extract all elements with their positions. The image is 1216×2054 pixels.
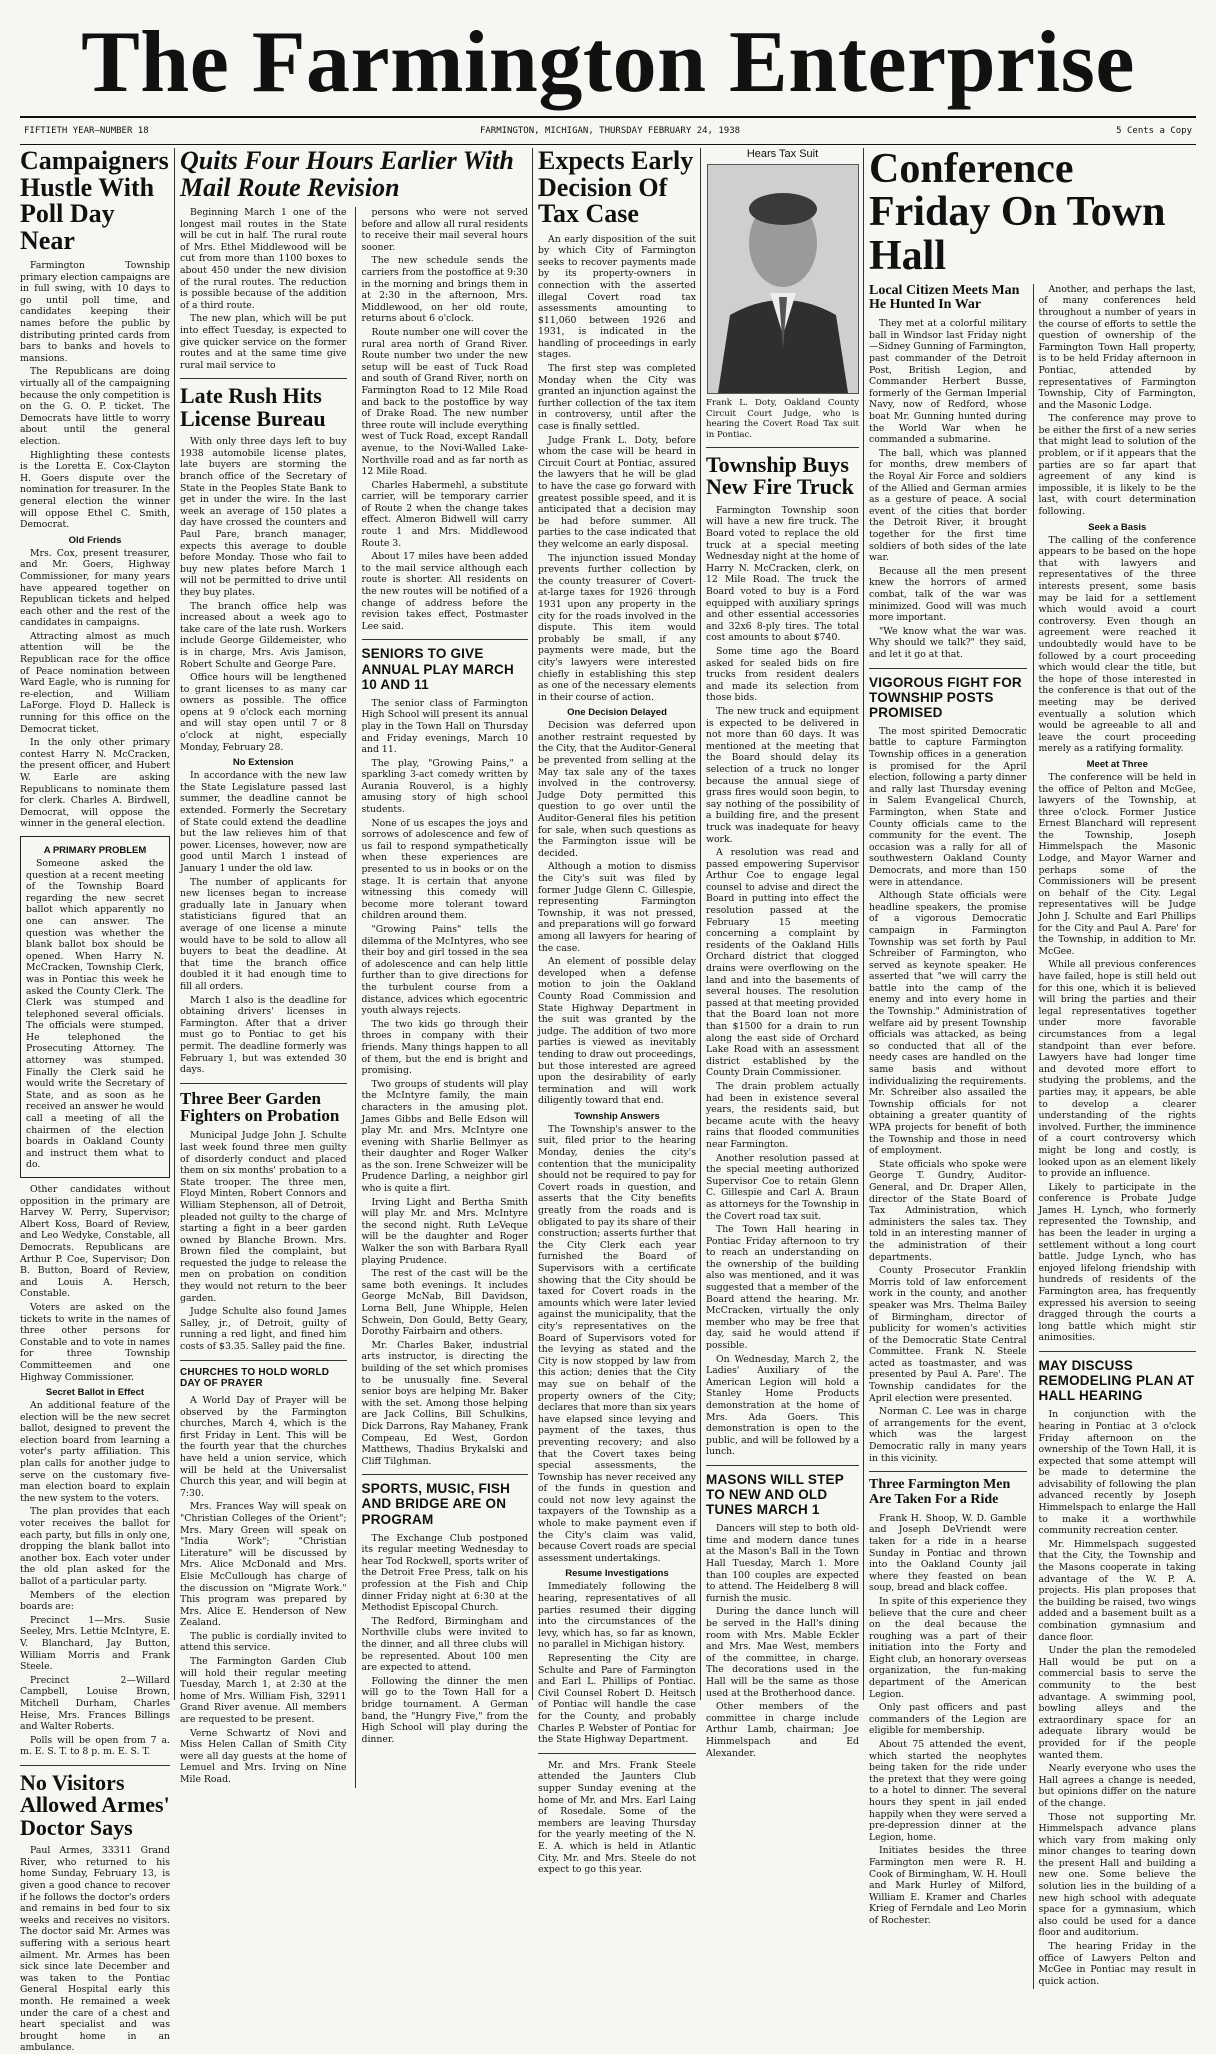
article-paragraph: Irving Light and Bertha Smith will play Mr. and Mrs. McIntyre the second night. Ruth LeVeque will be the daughter and Roger Walker the son with Barbara Ryall playing Prudence. [361, 1196, 528, 1266]
divider [869, 668, 1027, 669]
article-paragraph: The public is cordially invited to attend this service. [180, 1630, 347, 1654]
article-paragraph: In conjunction with the hearing in Pontiac at 3 o'clock Friday afternoon on the ownership of the Town Hall, it is expected that some attempt will be made to determine the advisability of following the plan advanced recently by Joseph Himmelspach to enlarge the Hall to make it a worthwhile community recreation center. [1038, 1409, 1196, 1537]
headline-beer-garden: Three Beer Garden Fighters on Probation [180, 1088, 340, 1126]
primary-problem-box [20, 836, 170, 1178]
column-1 [20, 146, 170, 2054]
issue-date: FARMINGTON, MICHIGAN, THURSDAY FEBRUARY 24, 1938 [479, 126, 741, 136]
article-paragraph: The new truck and equipment is expected to be delivered in not more than 60 days. It was mentioned at the meeting that the Board should delay its selection of a truck no longer because the annual siege of grass fires would soon begin, to say nothing of the possibility of a building fire, and the present truck was inadequate for heavy work. [706, 705, 859, 845]
article-paragraph: Someone asked the question at a recent meeting of the Township Board regarding the new secret ballot which apparently no one can answer. The question was whether the blank ballot box should be opened. When Harry N. McCracken, Township Clerk, was in Pontiac this week he asked the County Clerk. The Clerk was stumped and telephoned several officials. The officials were stumped. He telephoned the Prosecuting Attorney. The attorney was stumped. Finally the Clerk said he would write the Secretary of State, and as soon as he received an answer he would call a meeting of all the chairmen of the election boards in Oakland County and instruct them what to do. [26, 857, 164, 1171]
subhead: Township Answers [574, 1110, 660, 1122]
headline-campaigners: Campaigners Hustle With Poll Day Near [20, 146, 169, 255]
article-paragraph: The most spirited Democratic battle to capture Farmington Township offices in a generation is promised for the April election, following a party dinner and rally last Thursday evening in Salem Evangelical Church, Farmington, when State and County officials came to the community for the event. The occasion was a rally for all of southwestern Oakland County Democrats, and more than 150 were in attendance. [869, 725, 1027, 888]
article-paragraph: The number of applicants for new licenses began to increase gradually late in January when statisticians figured that an average of one license a minute would have to be sold to allow all buyers to beat the deadline. At that time the branch office doubled it it had enough time to fill all orders. [180, 876, 347, 992]
article-paragraph: Charles Habermehl, a substitute carrier, will be temporary carrier of Route 2 when the change takes effect. Almeron Bidwell will carry route 1 and Mrs. Middlewood Route 3. [361, 479, 528, 549]
portrait-illustration [708, 165, 858, 393]
column-rule [863, 148, 864, 1700]
divider [706, 1465, 859, 1466]
divider [20, 1765, 170, 1766]
headline-conference: Conference Friday On Town Hall [869, 146, 1166, 279]
divider [538, 1753, 696, 1754]
article-paragraph: Likely to participate in the conference is Probate Judge James H. Lynch, who formerly represented the Township, and has been the leader in urging a settlement without a long court battle. Judge Lynch, who has enjoyed lifelong friendship with hundreds of residents of the Farmington area, has frequently expressed his aversion to seeing dragged through the courts a long battle which might stir animosities. [1038, 1181, 1196, 1344]
subcolumn-left [869, 284, 1027, 1990]
article-paragraph: About 75 attended the event, which started the neophytes being taken for the ride under the pretext that they were going to a hotel to dinner. The several hours they spent in jail ended happily when they were served a pre-depression dinner at the Legion, home. [869, 1739, 1027, 1843]
article-paragraph: The Township's answer to the suit, filed prior to the hearing Monday, denies the city's contention that the municipality should not be required to pay for Covert roads in question, and asserts that the City benefits greatly from the roads and is obligated to pay its share of their construction; asserts further that the City Clerk each year furnished the Board of Supervisors with a certificate showing that the City should be taxed for Covert roads in the amounts which were later levied against the municipality, that the city's representatives on the Board of Supervisors voted for the levying as stated and the City is now stopped by law from this action; denies that the City may sue on behalf of the property owners of the City; declares that more than six years have elapsed since levying and payment of the taxes, thus preventing recovery; and also that the Covert taxes being special assessments, the Township has never received any of the funds in question and could not now levy against the taxpayers of the Township as a whole to make payment even if the City's claim was valid, because Covert roads are special assessment undertakings. [538, 1123, 696, 1564]
article-paragraph: Paul Armes, 33311 Grand River, who returned to his home Sunday, February 13, is given a good chance to recover if he follows the doctor's orders and remains in bed four to six weeks and receives no visitors. The doctor said Mr. Armes was suffering with a serious heart ailment. Mr. Armes has been sick since late December and was taken to the Pontiac General Hospital early this month. He remained a week under the care of a chest and heart specialist and was brought home in an ambulance. [20, 1845, 170, 2054]
article-paragraph: The play, "Growing Pains," a sparkling 3-act comedy written by Aurania Rouverol, is a highly amusing story of high school students. [361, 757, 528, 816]
column-rule [174, 148, 175, 1700]
article-paragraph: The new plan, which will be put into effect Tuesday, is expected to give quicker service on the former routes and at the same time give rural mail service to [180, 313, 347, 371]
article-paragraph: Two groups of students will play the McIntyre family, the main characters in the amusing plot. James Gibbs and Belle Edson will play Mr. and Mrs. McIntyre one evening with Sharlie Bellmyer as their daughter and Roger Walker as the son. Irene Schweizer will be Prudence Darling, a neighbor girl who is quite a flirt. [361, 1078, 528, 1195]
article-paragraph: A World Day of Prayer will be observed by the Farmington churches, March 4, which is the first Friday in Lent. This will be the fourth year that the churches have held a union service, which will be held at the Universalist Church this year, and will begin at 7:30. [180, 1395, 347, 1499]
article-paragraph: Precinct 1—Mrs. Susie Seeley, Mrs. Lettie McIntyre, E. V. Blanchard, Jay Button, William Morris and Frank Steele. [20, 1614, 170, 1673]
article-paragraph: State officials who spoke were George T. Gundry, Auditor-General, and Dr. Draper Allen, director of the State Board of Tax Administration, which administers the sales tax. They told in an interesting manner of the administration of their departments. [869, 1158, 1027, 1263]
article-paragraph: Mrs. Cox, present treasurer, and Mr. Goers, Highway Commissioner, for many years have appeared together on Republican tickets and helped each other and the rest of the candidates in campaigns. [20, 547, 170, 629]
headline-sports: SPORTS, MUSIC, FISH AND BRIDGE ARE ON PROGRAM [361, 1481, 511, 1527]
article-paragraph: Only past officers and past commanders of the Legion are eligible for membership. [869, 1702, 1027, 1737]
article-paragraph: The rest of the cast will be the same both evenings. It includes George McNab, Bill Davidson, Lorna Bell, June Whipple, Helen Schwein, Don Gould, Betty Geary, Dorothy Fairbairn and others. [361, 1268, 528, 1338]
article-paragraph: Following the dinner the men will go to the Town Hall for a bridge tournament. A German band, the "Hungry Five," from the High School will play during the dinner. [361, 1675, 528, 1745]
article-paragraph: The drain problem actually had been in existence several years, the residents said, but became acute with the heavy rains that flooded communities near Farmington. [706, 1080, 859, 1150]
photo-title: Hears Tax Suit [746, 148, 819, 160]
article-paragraph: In the only other primary contest Harry N. McCracken, the present officer, and Hubert W. Earle are asking Republicans to nominate them for clerk. Charles A. Birdwell, Democrat, will oppose the winner in the general election. [20, 737, 170, 830]
column-2 [180, 146, 528, 1785]
subhead: Resume Investigations [565, 1568, 669, 1580]
article-paragraph: The calling of the conference appears to be based on the hope that with lawyers and representatives of the three interests present, some basis may be laid for a settlement which would avoid a court controversy. Even though an agreement were reached it undoubtedly would have to be followed by a court proceeding which would clear the title, but the hope of those interested in the conference is that out of the meeting may be derived eventually a solution which would be agreeable to all and leave the court proceeding merely as a ratifying formality. [1038, 534, 1196, 755]
subhead: Old Friends [68, 534, 122, 546]
subhead: No Extension [232, 757, 294, 769]
article-paragraph: March 1 also is the deadline for obtaining drivers' licenses in Farmington. After that a driver must go to Pontiac to get his permit. The deadline formerly was February 1, but was extended 30 days. [180, 994, 347, 1076]
article-paragraph: Members of the election boards are: [20, 1589, 170, 1613]
article-paragraph: Mr. Charles Baker, industrial arts instructor, is directing the building of the set which promises to be unusually fine. Several senior boys are helping Mr. Baker with the set. Among those helping are Jack Collins, Bill Schulkins, Dick Darrons, Ray Mahaney, Frank Compeau, Ed West, Gordon Matthews, Thadius Brykalski and Cliff Tilghman. [361, 1339, 528, 1467]
headline-seniors: SENIORS TO GIVE ANNUAL PLAY MARCH 10 AND 11 [361, 646, 514, 692]
article-paragraph: Immediately following the hearing, representatives of all parties resumed their digging into the circumstances of the levy, which has, so far as known, no parallel in Michigan history. [538, 1581, 696, 1651]
article-paragraph: Highlighting these contests is the Loretta E. Cox-Clayton H. Goers dispute over the nomination for treasurer. In the general election the winner will oppose Ethel C. Smith, Democrat. [20, 449, 170, 531]
subhead: Meet at Three [1086, 758, 1148, 770]
article-paragraph: The ball, which was planned for months, drew members of the Royal Air Force and soldiers of the Allied and German armies as a gesture of peace. A social event of the cities that border the Detroit River, it brought together for the first time soldiers of both sides of the late war. [869, 447, 1027, 564]
column-3 [538, 146, 696, 1876]
article-paragraph: Another, and perhaps the last, of many conferences held throughout a number of years in the course of efforts to settle the question of ownership of the Farmington Town Hall property, is to be held Friday afternoon in Pontiac, attended by representatives of Farmington Township, City of Farmington, and the Masonic Lodge. [1038, 283, 1196, 411]
article-paragraph: Beginning March 1 one of the longest mail routes in the State will be cut in half. The rural route of Mrs. Ethel Middlewood will be cut from more than 1100 boxes to about 450 under the new division of the rural routes. The reduction is possible because of the addition of a third route. [180, 207, 347, 311]
dateline-bar [20, 116, 1196, 145]
article-paragraph: Other candidates without opposition in the primary are Harvey W. Perry, Supervisor; Albert Koss, Board of Review, and Leo Wedyke, Constable, all Democrats. Republicans are Arthur P. Coe, Supervisor; Don B. Button, Board of Review, and Louis A. Hersch, Constable. [20, 1184, 170, 1300]
article-paragraph: Judge Schulte also found James Salley, jr., of Detroit, guilty of running a red light, and fined him costs of $3.35. Salley paid the fine. [180, 1306, 347, 1353]
headline-mail-route: Quits Four Hours Earlier With Mail Route Revision [180, 146, 514, 202]
article-paragraph: None of us escapes the joys and sorrows of adolescence and few of us fail to respond sympathetically when these experiences are presented to us in books or on the stage. It is certain that anyone witnessing this comedy will become more tolerant toward children around them. [361, 817, 528, 922]
article-paragraph: Nearly everyone who uses the Hall agrees a change is needed, but opinions differ on the nature of the change. [1038, 1763, 1196, 1809]
article-paragraph: Other members of the committee in charge include Arthur Lamb, chairman; Joe Himmelspach and Ed Alexander. [706, 1701, 859, 1759]
newspaper-page [20, 12, 1196, 2054]
box-title: A PRIMARY PROBLEM [43, 844, 147, 856]
headline-fire-truck: Township Buys New Fire Truck [706, 452, 854, 500]
article-paragraph: Mr. and Mrs. Frank Steele attended the Jaunters Club supper Sunday evening at the home of Mr. and Mrs. Earl Laing of Rosedale. Some of the members are leaving Thursday for the yearly meeting of the N. E. A. which is held in Atlantic City. Mr. and Mrs. Steele do not expect to go this year. [538, 1759, 696, 1876]
article-paragraph: They met at a colorful military ball in Windsor last Friday night—Sidney Gunning of Farmington, past commander of the Detroit Post, British Legion, and Commander Herbert Busse, formerly of the German Imperial Navy, now of Redford, whose boat Mr. Gunning hunted during the World War when he commanded a submarine. [869, 318, 1027, 446]
headline-license: Late Rush Hits License Bureau [180, 383, 326, 431]
article-paragraph: The branch office help was increased about a week ago to take care of the late rush. Workers include George Gildemeister, who is in charge, Mrs. Avis Jamison, Robert Schulte and George Pare. [180, 600, 347, 670]
headline-no-visitors: No Visitors Allowed Armes' Doctor Says [20, 1769, 170, 1840]
article-paragraph: An element of possible delay developed when a defense motion to join the Oakland County Road Commission and State Highway Department in the suit was granted by the judge. The addition of two more parties is viewed as inevitably tending to draw out proceedings, but those interested are agreed upon the desirability of early termination and will work diligently toward that end. [538, 956, 696, 1107]
article-paragraph: The new schedule sends the carriers from the postoffice at 9:30 in the morning and brings them in at 2:30 in the afternoon, Mrs. Middlewood, on her old route, returns about 6 o'clock. [361, 255, 528, 325]
article-paragraph: Decision was deferred upon another restraint requested by the City, that the Auditor-General be prevented from selling at the May tax sale any of the taxes involved in the controversy. Judge Doty permitted this question to go over until the Auditor-General files his petition for sale, when such questions as the Farmington issue will be decided. [538, 720, 696, 859]
column-rule [700, 148, 701, 1700]
headline-citizen-meets: Local Citizen Meets Man He Hunted In War [869, 282, 1020, 313]
divider [180, 378, 347, 379]
article-paragraph: Judge Frank L. Doty, before whom the case will be heard in Circuit Court at Pontiac, assured the lawyers that he will be glad to have the case go forward with greatest possible speed, and it is anticipated that a decision may be had before summer. All parties to the case indicated that they welcome an early disposal. [538, 434, 696, 550]
masthead-title: The Farmington Enterprise [81, 14, 1135, 111]
headline-masons-dance: MASONS WILL STEP TO NEW AND OLD TUNES MARCH 1 [706, 1471, 844, 1518]
article-paragraph: The Farmington Garden Club will hold their regular meeting Tuesday, March 1, at 2:30 at the home of Mrs. William Fish, 32911 Grand River avenue. All members are requested to be present. [180, 1656, 347, 1726]
article-paragraph: Farmington Township primary election campaigns are in full swing, with 10 days to go until poll time, and candidates keeping their names before the public by distributing printed cards from bars to banks and hovels to mansions. [20, 260, 170, 364]
article-paragraph: During the dance lunch will be served in the Hall's dining room with Mrs. Mable Eckler and Mrs. Mae West, members of the committee, in charge. The decorations used in the Hall will be the same as those used at the Brotherhood dance. [706, 1606, 859, 1699]
article-paragraph: Because all the men present knew the horrors of armed combat, talk of the war was minimized. Good will was much more important. [869, 565, 1027, 624]
column-5 [869, 146, 1196, 1987]
article-paragraph: Norman C. Lee was in charge of arrangements for the event, which was the largest Democratic rally in many years in this vicinity. [869, 1406, 1027, 1464]
subhead: Seek a Basis [1088, 521, 1147, 533]
article-paragraph: A resolution was read and passed empowering Supervisor Arthur Coe to engage legal counsel to advise and direct the Board in putting into effect the resolution passed at the February 15 meeting concerning a complaint by residents of the Oakland Hills Orchard district that clogged drains were overflowing on the land and into the basements of several houses. The resolution passed at that meeting provided that the Board loan not more than $1500 for a drain to run along the east side of Orchard Lake Road with an assessment district established by the County Drain Commissioner. [706, 847, 859, 1079]
column-4 [706, 148, 859, 1759]
article-paragraph: In accordance with the new law the State Legislature passed last summer, the deadline cannot be extended. Formerly the Secretary of State could extend the deadline but the law relieves him of that power. Licenses, however, now are good until March 1 instead of January 1 under the old law. [180, 770, 347, 874]
issue-price: 5 Cents a Copy [1116, 126, 1192, 136]
article-paragraph: Route number one will cover the rural area north of Grand River. Route number two under the new setup will be east of Tuck Road and south of Grand River, north on Farmington Road to 12 Mile Road and back to the postoffice by way of Drake Road. The new number three route will include everything west of Tuck Road, except Randall avenue, to the Novi-Walled Lake-Northville road and as far north as 12 Mile Road. [361, 326, 528, 478]
article-paragraph: The conference may prove to be either the first of a new series that might lead to solution of the problem, or if it appears that the parties are so far apart that agreement of any kind is impossible, it is likely to be the last, with court determination following. [1038, 413, 1196, 518]
article-paragraph: "We know what the war was. Why should we talk?" they said, and let it go at that. [869, 625, 1027, 660]
article-paragraph: The senior class of Farmington High School will present its annual play in the Town Hall on Thursday and Friday evenings, March 10 and 11. [361, 697, 528, 756]
subcolumn-left [180, 207, 347, 1788]
subhead: Secret Ballot in Effect [45, 1387, 145, 1399]
issue-number: FIFTIETH YEAR—NUMBER 18 [24, 126, 149, 136]
article-paragraph: Those not supporting Mr. Himmelspach advance plans which vary from making only minor changes to tearing down the present Hall and building a new one. Some believe the solution lies in the building of a new high school with adequate space for a gymnasium, which also could be used for a dance floor and auditorium. [1038, 1811, 1196, 1939]
article-paragraph: Municipal Judge John J. Schulte last week found three men guilty of disorderly conduct and placed them on six months' probation to a State trooper. The three men, Floyd Minten, Robert Connors and William Stephenson, all of Detroit, pleaded not guilty to the charge of starting a fight in a beer garden owned by Blanche Brown. Mrs. Brown filed the complaint, but requested the judge to release the men on probation on condition they would not return to the beer garden. [180, 1130, 347, 1304]
article-paragraph: Representing the City are Schulte and Pare of Farmington and Earl L. Phillips of Pontiac. Civil Counsel Robert D. Heitsch of Pontiac will handle the case for the County, and probably Charles P. Webster of Pontiac for the State Highway Department. [538, 1653, 696, 1746]
photo-caption: Frank L. Doty, Oakland County Circuit Court Judge, who is hearing the Covert Road Tax suit in Pontiac. [706, 398, 859, 440]
article-paragraph: Polls will be open from 7 a. m. E. S. T. to 8 p. m. E. S. T. [20, 1734, 170, 1758]
article-paragraph: About 17 miles have been added to the mail service although each route is shorter. All residents on the new routes will be notified of a change of address before the revision takes effect, Postmaster Lee said. [361, 551, 528, 632]
article-paragraph: Precinct 2—Willard Campbell, Louise Brown, Mitchell Durham, Charles Heise, Mrs. Frances Billings and Walter Roberts. [20, 1674, 170, 1733]
headline-churches: CHURCHES TO HOLD WORLD DAY OF PRAYER [180, 1366, 330, 1389]
article-paragraph: County Prosecutor Franklin Morris told of law enforcement work in the county, and another speaker was Mrs. Thelma Bailey of Birmingham, director of publicity for women's activities of the Democratic State Central Committee. Frank N. Steele acted as toastmaster, and was presented by Paul A. Pare'. The Township candidates for the April election were presented. [869, 1265, 1027, 1404]
article-paragraph: The Town Hall hearing in Pontiac Friday afternoon to try to reach an understanding on the ownership of the building also was mentioned, and it was suggested that a member of the Board attend the hearing. Mr. McCracken, virtually the only member who may be free that day, said he would attend if possible. [706, 1224, 859, 1352]
article-paragraph: Another resolution passed at the special meeting authorized Supervisor Coe to retain Glenn C. Gillespie and Carl A. Braun as attorneys for the Township in the Covert road tax suit. [706, 1152, 859, 1222]
article-paragraph: The first step was completed Monday when the City was granted an injunction against the further collection of the tax item in controversy, until after the case is finally settled. [538, 363, 696, 433]
article-paragraph: persons who were not served before and allow all rural residents to receive their mail several hours sooner. [361, 207, 528, 253]
article-paragraph: The Redford, Birmingham and Northville clubs were invited to the dinner, and all three clubs will be represented. About 100 men are expected to attend. [361, 1615, 528, 1674]
headline-tax-case: Expects Early Decision Of Tax Case [538, 146, 694, 229]
article-paragraph: Although a motion to dismiss the City's suit was filed by former Judge Glenn C. Gillespie, representing Farmington Township, it was not pressed, and preparations will go forward among all lawyers for hearing of the case. [538, 861, 696, 954]
divider [1039, 1351, 1197, 1352]
divider [362, 639, 529, 640]
headline-vigorous-fight: VIGOROUS FIGHT FOR TOWNSHIP POSTS PROMISED [869, 674, 1022, 720]
subcolumn-right [355, 207, 529, 1788]
divider [706, 447, 859, 448]
article-paragraph: Initiates besides the three Farmington men were R. H. Cook of Birmingham, W. H. Houll and Mark Hurley of Milford, William E. Kramer and Charles Krieg of Ferndale and Leo Morin of Rochester. [869, 1845, 1027, 1926]
article-paragraph: Some time ago the Board asked for sealed bids on fire trucks from resident dealers and made its selection from those bids. [706, 646, 859, 704]
article-paragraph: Farmington Township soon will have a new fire truck. The Board voted to replace the old truck at a special meeting Wednesday night at the home of Harry N. McCracken, clerk, on 12 Mile Road. The truck the Board voted to buy is a Ford equipped with auxiliary springs and other essential accessories and 32x6 8-ply tires. The total cost amounts to about $740. [706, 504, 859, 644]
subhead: One Decision Delayed [567, 707, 667, 719]
article-paragraph: The Exchange Club postponed its regular meeting Wednesday to hear Tod Rockwell, sports writer of the Detroit Free Press, talk on his profession at the Fish and Chip dinner Friday night at 6:30 at the Methodist Episcopal Church. [361, 1532, 528, 1614]
headline-three-men: Three Farmington Men Are Taken For a Ride [869, 1477, 1011, 1507]
article-paragraph: Verne Schwartz of Novi and Miss Helen Callan of Smith City were all day guests at the home of Lemuel and Mrs. Irving on Nine Mile Road. [180, 1727, 347, 1785]
article-paragraph: Office hours will be lengthened to grant licenses to as many car owners as possible. The office opens at 9 o'clock each morning and will stay open until 7 or 8 o'clock at night, especially Monday, February 28. [180, 672, 347, 753]
divider [180, 1360, 347, 1361]
article-paragraph: Mrs. Frances Way will speak on "Christian Colleges of the Orient"; Mrs. Mary Green will speak on "India Work"; "Christian Literature" will be discussed by Mrs. Alice McDonald and Mrs. Elsie McCullough has charge of the discussion on "Migrate Work." This program was prepared by Mrs. Alice E. Henderson of New Zealand. [180, 1501, 347, 1629]
divider [869, 1471, 1027, 1472]
subcolumn-right [1033, 284, 1197, 1990]
article-paragraph: An early disposition of the suit by which City of Farmington seeks to recover payments made by its property-owners in connection with the asserted illegal Covert road tax assessments amounting to $11,060 between 1926 and 1931, is indicated in the handling of proceedings in early stages. [538, 233, 696, 361]
article-paragraph: Although State officials were headline speakers, the promise of a vigorous Democratic campaign in Farmington Township was set forth by Paul Schreiber of Farmington, who served as keynote speaker. He asserted that "we will carry the battle into the camp of the enemy and into every home in the Township." Administration of welfare aid by present Township officials was attacked, as being so conducted that all of the needy cases are handled on the same basis and without individualizing the requirements. Mr. Schreiber also assailed the Township officials for not obtaining a greater quantity of WPA projects for benefit of both the Township and those in need of employment. [869, 890, 1027, 1157]
divider [180, 1083, 347, 1084]
article-paragraph: The two kids go through their throes in company with their friends. Many things happen to all of them, but the end is bright and promising. [361, 1018, 528, 1077]
article-paragraph: Under the plan the remodeled Hall would be put on a commercial basis to serve the community to the best advantage. A swimming pool, bowling alleys and the extraordinary space for an adequate library would be provided for if the people wanted them. [1038, 1645, 1196, 1761]
article-paragraph: The Republicans are doing virtually all of the campaigning because the only competition is on the G. O. P. ticket. The Democrats have little to worry about until the general election. [20, 366, 170, 447]
article-paragraph: The conference will be held in the office of Pelton and McGee, lawyers of the Township, at three o'clock. Former Justice Ernest Blanchard will represent the Township, Joseph Himmelspach the Masonic Lodge, and Mayor Warner and perhaps some of the Commissioners will be present on behalf of the City. Legal representatives will be Judge John J. Schulte and Earl Phillips for the City and Paul A. Pare' for the Township, in addition to Mr. McGee. [1038, 771, 1196, 957]
article-paragraph: With only three days left to buy 1938 automobile license plates, late buyers are storming the branch office of the Secretary of State in the Peoples State Bank to get in under the wire. In the last week an average of 150 plates a day have crossed the counters and Paul Pare, branch manager, expects this average to double before Monday. Those who fail to buy new plates before March 1 will not be permitted to drive until they buy plates. [180, 436, 347, 598]
article-paragraph: "Growing Pains" tells the dilemma of the McIntyres, who see their boy and girl tossed in the sea of adolescence and can help little further than to give directions for the turbulent course from a distance, advices which egocentric youth always rejects. [361, 924, 528, 1017]
article-paragraph: Dancers will step to both old-time and modern dance tunes at the Mason's Ball in the Town Hall Tuesday, March 1. More than 100 couples are expected to attend. The Heidelberg 8 will furnish the music. [706, 1523, 859, 1604]
judge-portrait-photo [707, 164, 859, 394]
article-paragraph: An additional feature of the election will be the new secret ballot, designed to prevent the election board from learning a voter's party affiliation. This plan calls for another judge to serve on the customary five-man election board to explain the new system to the voters. [20, 1400, 170, 1504]
article-paragraph: Mr. Himmelspach suggested that the City, the Township and the Masons cooperate in taking advantage of the W. P. A. projects. His plan proposes that the building be raised, two wings added and a basement built as a combination gymnasium and dance floor. [1038, 1538, 1196, 1643]
article-paragraph: The plan provides that each voter receives the ballot for each party, but fills in only one, dropping the blank ballot into another box. Each voter under the old plan asked for the ballot of a particular party. [20, 1506, 170, 1587]
article-paragraph: Voters are asked on the tickets to write in the names of three other persons for Constable and to vote in names for three Township Committeemen and one Highway Commissioner. [20, 1301, 170, 1383]
article-paragraph: Attracting almost as much attention will be the Republican race for the office of Peace nomination between Ward Eagle, who is running for re-election, and William LaForge. Floyd D. Halleck is running for this office on the Democrat ticket. [20, 630, 170, 735]
article-paragraph: Frank H. Shoop, W. D. Gamble and Joseph DeVriendt were taken for a ride in a hearse Sunday in Pontiac and thrown into the Oakland County jail where they feasted on bean soup, bread and black coffee. [869, 1512, 1027, 1594]
article-paragraph: The injunction issued Monday prevents further collection by the county treasurer of Covert-at-large taxes for 1926 through 1931 upon any property in the city for the roads involved in the dispute. This item would probably be small, if any payments were made, but the city's lawyers were interested chiefly in establishing this step as one of the necessary elements in their course of action. [538, 552, 696, 703]
column-rule [532, 148, 533, 1700]
headline-remodeling: MAY DISCUSS REMODELING PLAN AT HALL HEARING [1038, 1358, 1195, 1404]
article-paragraph: In spite of this experience they believe that the cure and cheer on the deal because the roughing was a part of their initiation into the Forty and Eight club, an honorary overseas organization, the fun-making department of the American Legion. [869, 1595, 1027, 1700]
divider [362, 1474, 529, 1475]
article-paragraph: The hearing Friday in the office of Lawyers Pelton and McGee in Pontiac may result in quick action. [1038, 1941, 1196, 1987]
article-paragraph: On Wednesday, March 2, the Ladies' Auxiliary of the American Legion will hold a Stanley Home Products demonstration at the home of Mrs. Ada Goers. This demonstration is open to the public, and will be followed by a lunch. [706, 1353, 859, 1458]
article-paragraph: While all previous conferences have failed, hope is still held out for this one, which it is believed will bring the parties and their legal representatives together under more favorable circumstances from a legal standpoint than ever before. Lawyers have had longer time and devoted more effort to studying the problems, and the parties may, it appears, be able to develop a clearer understanding of the rights involved. Further, the imminence of a court controversy which might be long and costly, is looked upon as an element likely to provide an influence. [1038, 959, 1196, 1180]
